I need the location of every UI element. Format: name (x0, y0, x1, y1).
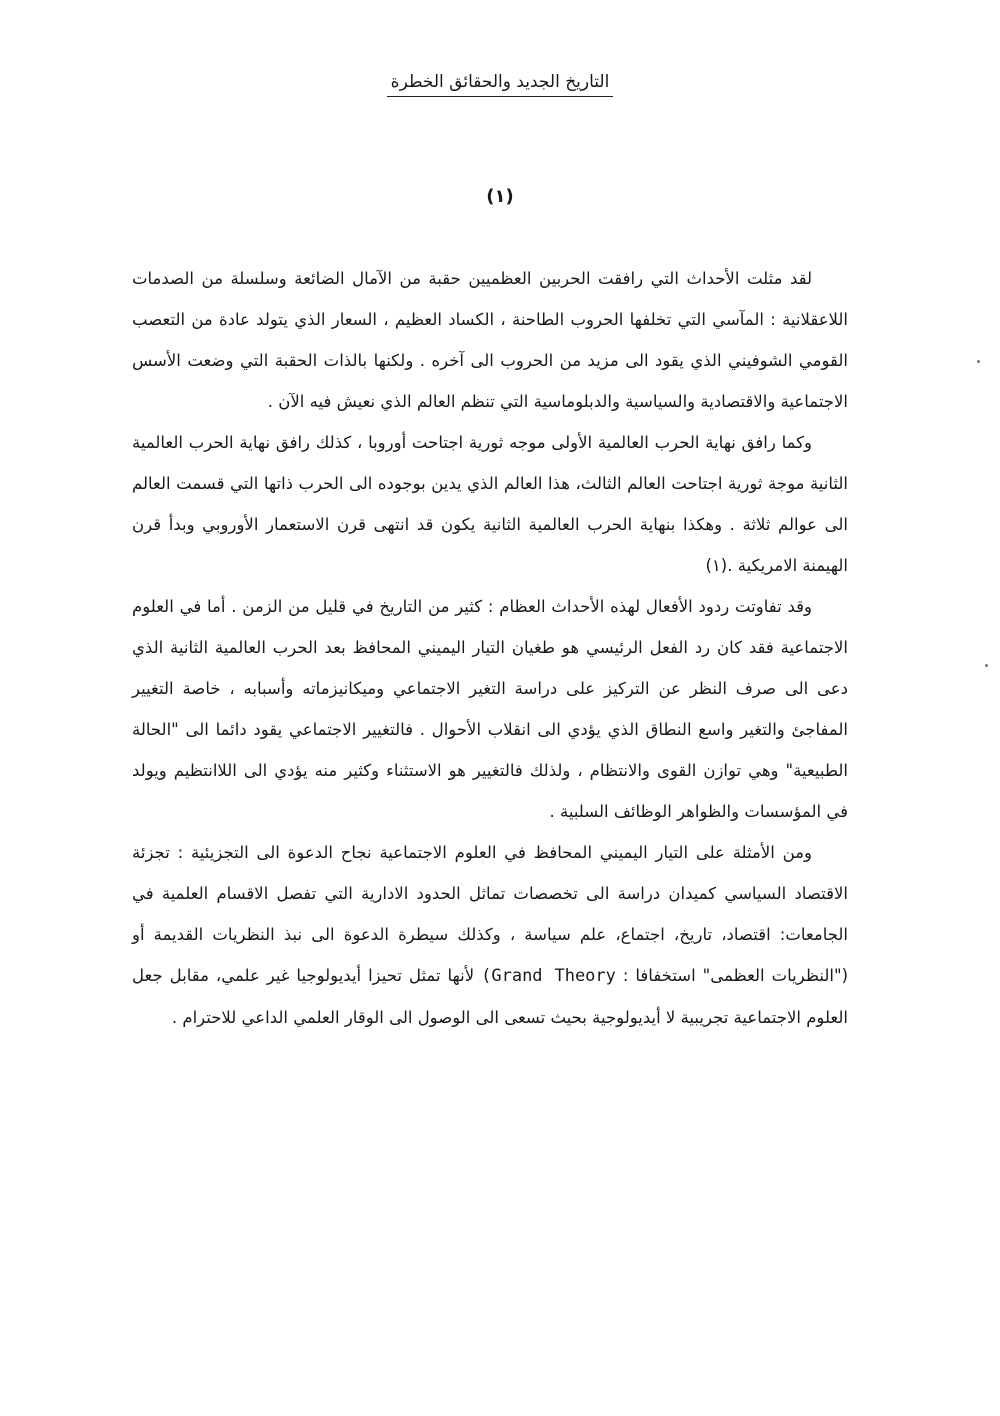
paragraph-4-part-1: ومن الأمثلة على التيار اليميني المحافظ في العلوم الاجتماعية نجاح الدعوة الى التجزيئية : تجزئة الاقتصاد السياسي كميدان دراسة الى تخصصات تماثل الحدود الادارية التي تفصل الاقسام العلمية في الجامعات: اقتصاد، تاريخ، اجتماع، علم سياسة ، وكذلك سيطرة الدعوة الى نبذ النظريات القديمة أو ("النظريات العظمى" استخفافا : (132, 843, 849, 985)
paragraph-4 (132, 832, 848, 1038)
paragraph-3: وقد تفاوتت ردود الأفعال لهذه الأحداث العظام : كثير من التاريخ في قليل من الزمن . أما في العلوم الاجتماعية فقد كان رد الفعل الرئيسي هو طغيان التيار اليميني المحافظ بعد الحرب العالمية الثانية الذي دعى الى صرف النظر عن التركيز على دراسة التغير الاجتماعي وميكانيزماته وأسبابه ، خاصة التغيير المفاجئ والتغير واسع النطاق الذي يؤدي الى انقلاب الأحوال . فالتغيير الاجتماعي يقود دائما الى "الحالة الطبيعية" وهي توازن القوى والانتظام ، ولذلك فالتغيير هو الاستثناء وكثير منه يؤدي الى اللاانتظيم ويولد في المؤسسات والظواهر الوظائف السلبية . (132, 597, 848, 821)
paragraph-2: وكما رافق نهاية الحرب العالمية الأولى موجه ثورية اجتاحت أوروبا ، كذلك رافق نهاية الحرب العالمية الثانية موجة ثورية اجتاحت العالم الثالث، هذا العالم الذي يدين بوجوده الى الحرب ذاتها التي قسمت العالم الى عوالم ثلاثة . وهكذا بنهاية الحرب العالمية الثانية يكون قد انتهى قرن الاستعمار الأوروبي وبدأ قرن الهيمنة الامريكية .(١) (132, 433, 848, 575)
scan-speck (985, 664, 988, 667)
paragraph-4-part-2: لأنها تمثل تحيزا أيديولوجيا غير علمي، مقابل جعل العلوم الاجتماعية تجريبية لا أيديولوجية بحيث تسعى الى الوصول الى الوقار العلمي الداعي للاحترام . (132, 966, 848, 1027)
scan-speck (977, 360, 980, 363)
paragraph-1: لقد مثلت الأحداث التي رافقت الحربين العظميين حقبة من الآمال الضائعة وسلسلة من الصدمات اللاعقلانية : المآسي التي تخلفها الحروب الطاحنة ، الكساد العظيم ، السعار الذي يتولد عادة من التعصب القومي الشوفيني الذي يقود الى مزيد من الحروب الى آخره . ولكنها بالذات الحقبة التي وضعت الأسس الاجتماعية والاقتصادية والسياسية والدبلوماسية التي تنظم العالم الذي نعيش فيه الآن . (132, 269, 848, 411)
body-text (132, 258, 848, 1038)
latin-term: (Grand Theory (481, 966, 616, 986)
section-number: (١) (486, 186, 514, 207)
running-title: التاريخ الجديد والحقائق الخطرة (387, 70, 614, 97)
running-header (0, 70, 1000, 97)
